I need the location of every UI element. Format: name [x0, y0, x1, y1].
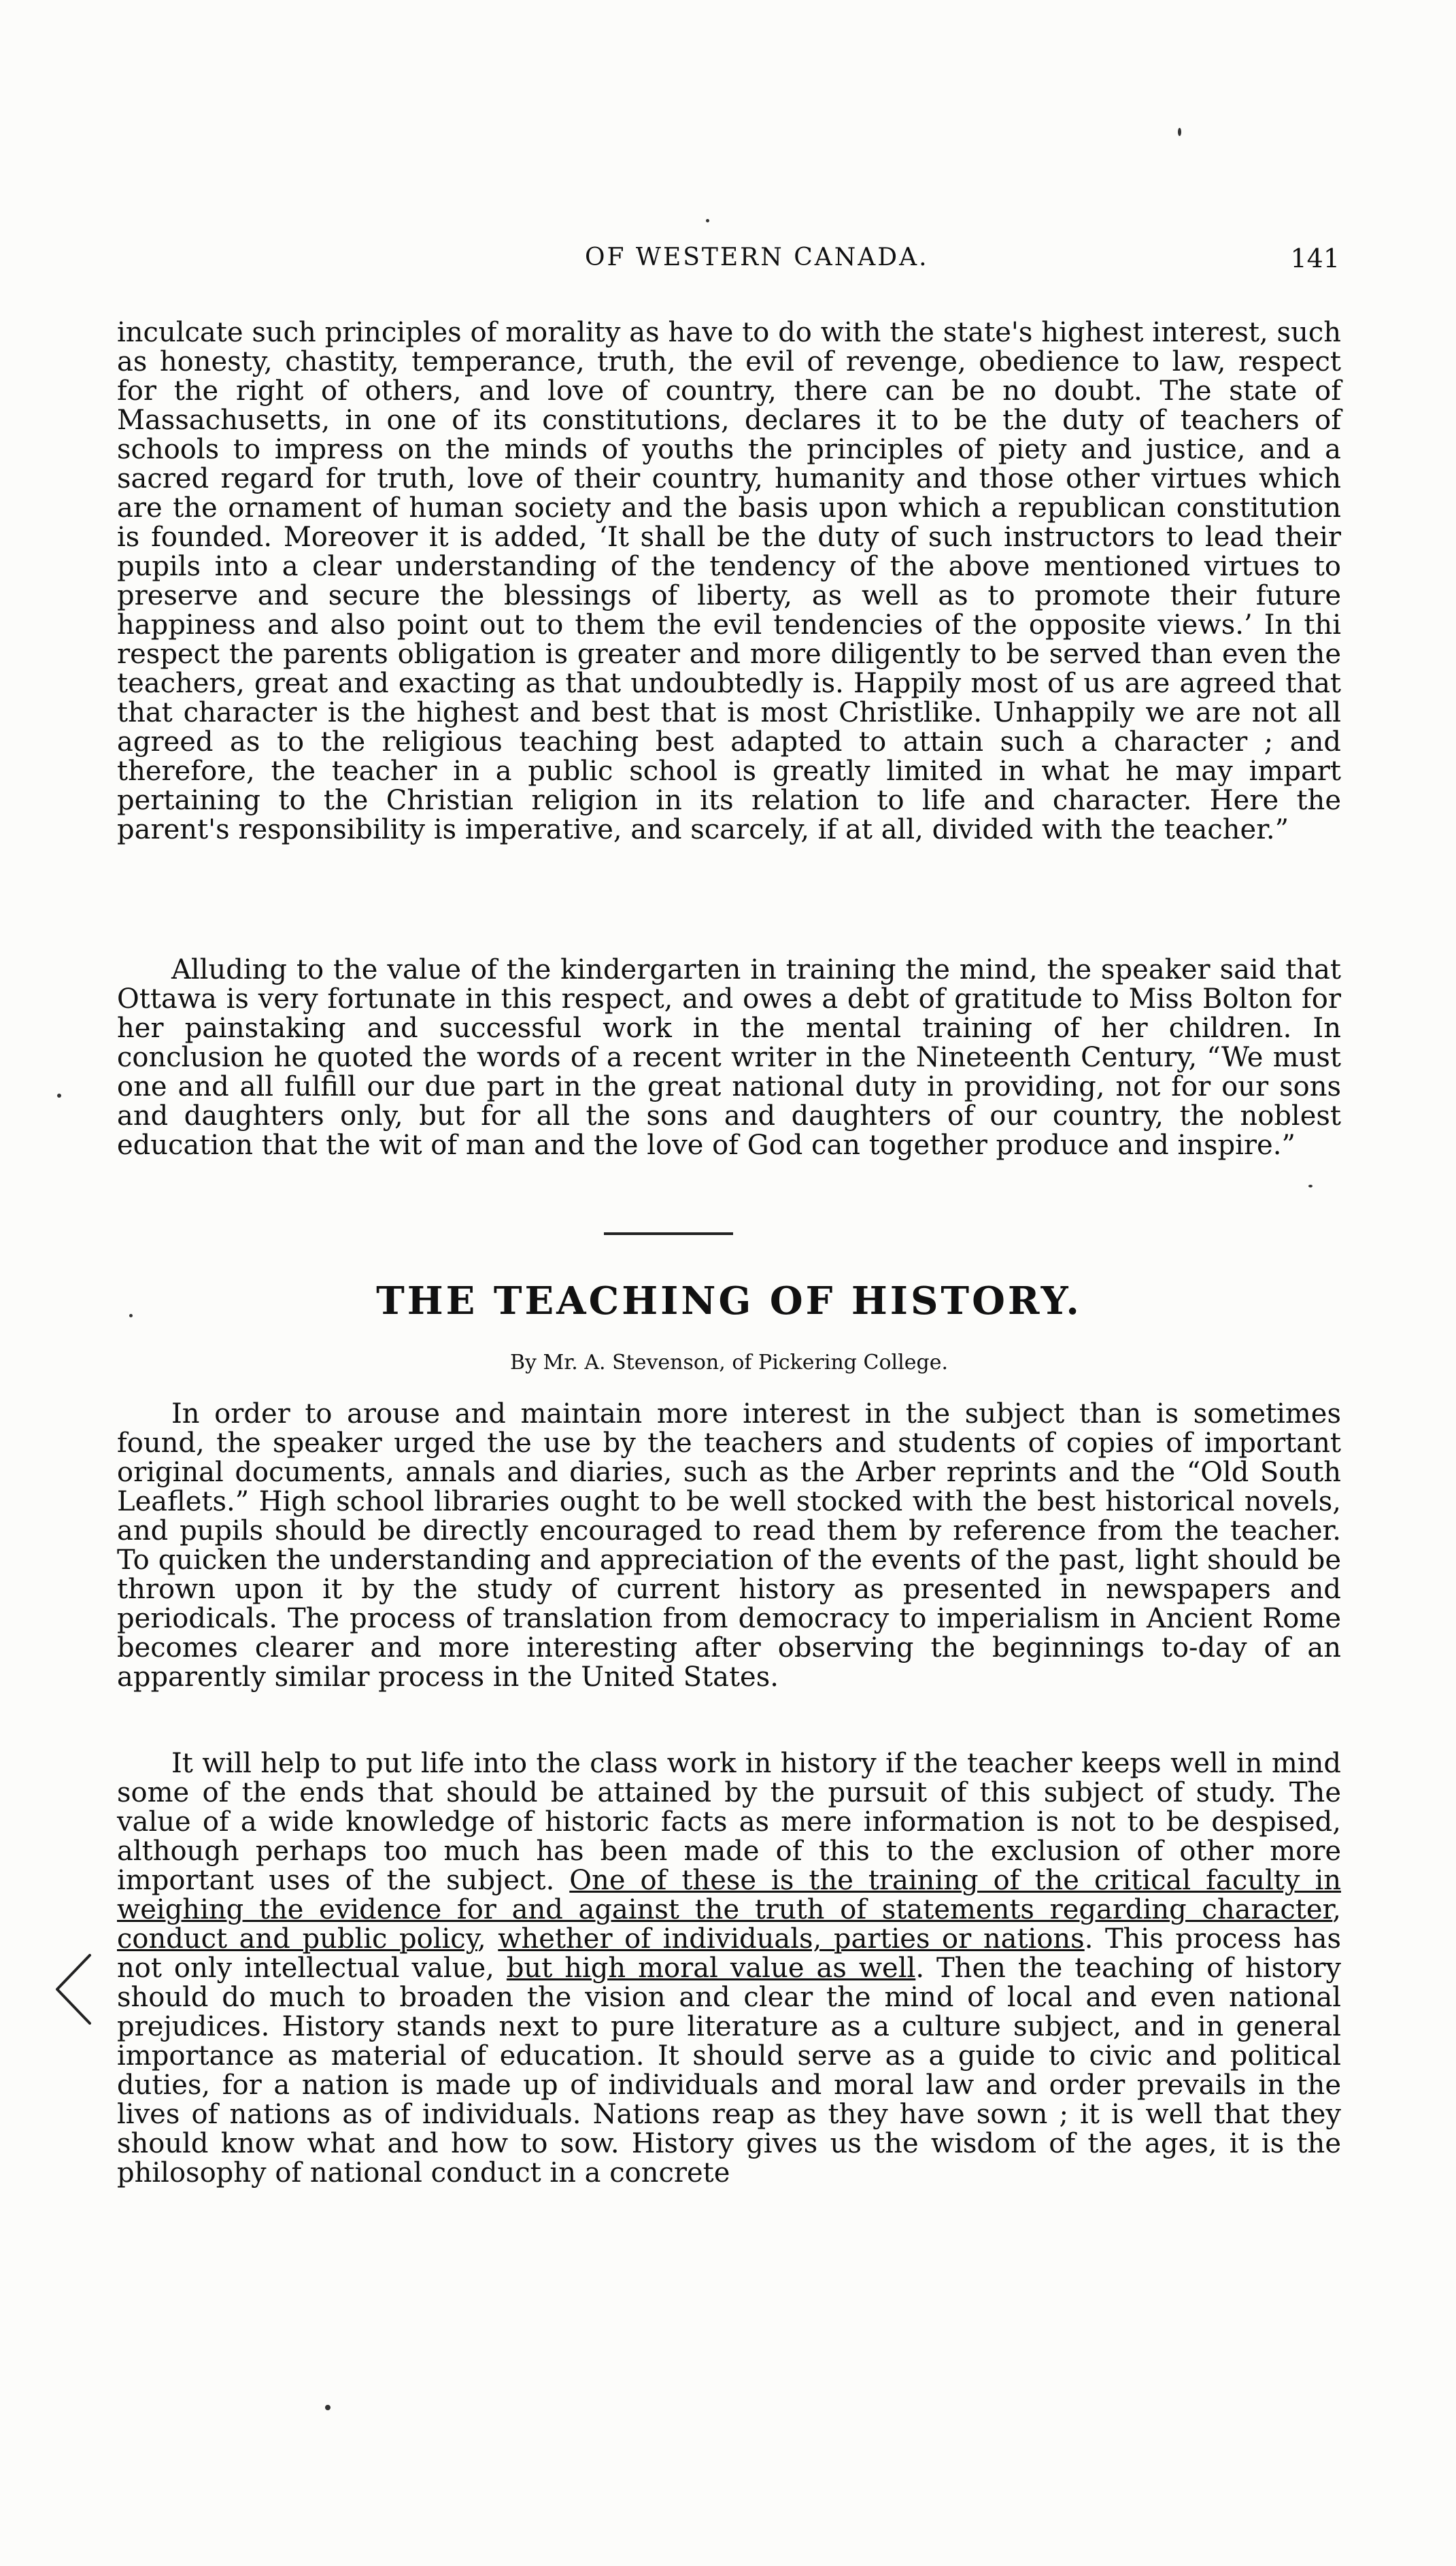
page-number: 141 [1290, 243, 1340, 273]
ink-speck [325, 2405, 331, 2410]
text-run: It will help to put life into the class work in history if the teacher keeps well in mind some of the ends that should be attained by the pursuit of this subject of study. The value of a wide knowledge of historic facts as mere information is not to be despised, although perhaps too much has been made of this to the exclusion of other more important uses of the subject. [117, 1748, 1341, 1896]
ink-speck [1308, 1185, 1313, 1187]
paragraph-kindergarten: Alluding to the value of the kindergarten in training the mind, the speaker said that Ottawa is very fortunate in this respect, and owes a debt of gratitude to Miss Bolton for her painstaking and successful work in the mental training of her children. In conclusion he quoted the words of a recent writer in the Nineteenth Century, “We must one and all fulfill our due part in the great national duty in providing, not for our sons and daughters only, but for all the sons and daughters of our country, the noblest education that the wit of man and the love of God can together produce and inspire.” [117, 954, 1341, 1161]
text-run: , [477, 1923, 498, 1955]
underlined-passage: whether of individuals, parties or nations [498, 1923, 1085, 1955]
article-title: THE TEACHING OF HISTORY. [376, 1279, 1082, 1323]
article-byline: By Mr. A. Stevenson, of Pickering College. [509, 1351, 948, 1374]
underlined-passage: but high moral value as well [506, 1953, 916, 1984]
underlined-passage: One of these is the training of the critical faculty in weighing the evidence for and against the truth of statements regarding character [117, 1865, 1341, 1925]
paragraph-continued: inculcate such principles of morality as have to do with the state's highest interest, such as honesty, chastity, temperance, truth, the evil of revenge, obedience to law, respect for the right of others, and love of country, there can be no doubt. The state of Massachusetts, in one of its constitutions, declares it to be the duty of teachers of schools to impress on the minds of youths the principles of piety and justice, and a sacred regard for truth, love of their country, humanity and those other virtues which are the ornament of human society and the basis upon which a republican constitution is founded. Moreover it is added, ‘It shall be the duty of such instructors to lead their pupils into a clear understanding of the tendency of the above mentioned virtues to preserve and secure the blessings of liberty, as well as to promote their future happiness and also point out to them the evil tendencies of the opposite views.’ In thi respect the parents obligation is greater and more diligently to be served than even the teachers, great and exacting as that undoubtedly is. Happily most of us are agreed that that character is the highest and best that is most Christlike. Unhappily we are not all agreed as to the religious teaching best adapted to attain such a character ; and therefore, the teacher in a public school is greatly limited in what he may impart pertaining to the Christian religion in its relation to life and character. Here the parent's responsibility is imperative, and scarcely, if at all, divided with the teacher.” [117, 317, 1341, 845]
ink-speck [706, 219, 709, 222]
section-divider-rule [604, 1232, 733, 1235]
running-head [116, 243, 1340, 284]
ink-speck [129, 1314, 133, 1317]
text-run: . This process has not only intellectual value, [117, 1923, 1342, 1984]
paragraph-original-documents: In order to arouse and maintain more interest in the subject than is sometimes found, the speaker urged the use by the teachers and students of copies of important original documents, annals and diaries, such as the Arber reprints and the “Old South Leaflets.” High school libraries ought to be well stocked with the best historical novels, and pupils should be directly encouraged to read them by reference from the teacher. To quicken the understanding and appreciation of the events of the past, light should be thrown upon it by the study of current history as presented in newspapers and periodicals. The process of translation from democracy to imperialism in Ancient Rome becomes clearer and more interesting after observing the beginnings to-day of an apparently similar process in the United States. [117, 1398, 1341, 1693]
text-run: , [1332, 1894, 1341, 1925]
ink-speck [57, 1094, 61, 1098]
running-head-title: OF WESTERN CANADA. [585, 243, 929, 271]
text-run: . Then the teaching of history should do much to broaden the vision and clear the mind of local and even national prejudices. History stands next to pure literature as a culture subject, and in general importance as material of education. It should serve as a guide to civic and political duties, for a nation is made up of individuals and moral law and order prevails in the lives of nations as of individuals. Nations reap as they have sown ; it is well that they should know what and how to sow. History gives us the wisdom of the ages, it is the philosophy of national conduct in a concrete [117, 1953, 1341, 2189]
margin-bracket-mark [49, 1952, 97, 2027]
ink-speck [1178, 128, 1181, 136]
paragraph-class-work [117, 1749, 1341, 2188]
underlined-passage: conduct and public policy [117, 1923, 477, 1955]
